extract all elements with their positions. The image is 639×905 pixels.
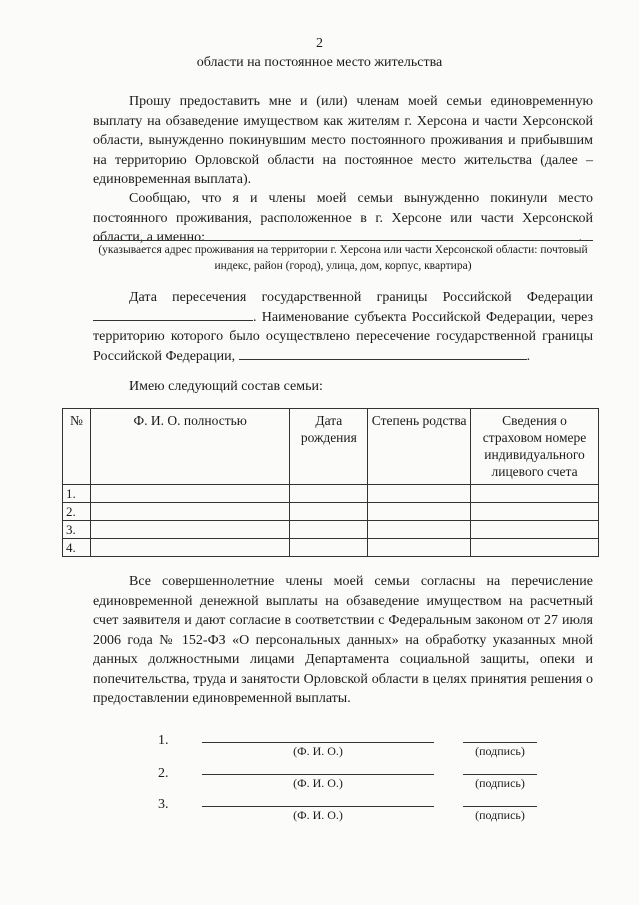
full-name-cell[interactable] <box>90 485 289 503</box>
family-table-header <box>63 409 599 485</box>
residence-text: Сообщаю, что я и члены моей семьи вынужденно покинули место постоянного проживания, расположенное в г. Херсоне или части Херсонской области, а именно: <box>93 191 593 245</box>
page-heading: области на постоянное место жительства <box>196 55 443 70</box>
full-name-cell[interactable] <box>90 503 289 521</box>
name-field-line[interactable] <box>202 774 434 775</box>
table-row <box>63 521 599 539</box>
relation-cell[interactable] <box>368 521 471 539</box>
col-relation: Степень родства <box>368 409 471 485</box>
col-birth-date: Дата рождения <box>290 409 368 485</box>
signature-caption: (подпись) <box>475 744 525 758</box>
address-hint: (указывается адрес проживания на территории г. Херсона или части Херсонской области: почтовый индекс, район (город), улица, дом, корпус, квартира) <box>98 244 588 272</box>
name-caption: (Ф. И. О.) <box>293 744 343 758</box>
row-number: 3. <box>63 521 91 539</box>
full-name-cell[interactable] <box>90 521 289 539</box>
name-caption: (Ф. И. О.) <box>293 808 343 822</box>
table-row <box>63 503 599 521</box>
table-row <box>63 485 599 503</box>
signature-field-line[interactable] <box>463 774 537 775</box>
request-paragraph <box>93 92 593 190</box>
border-text-start: Дата пересечения государственной границы Российской Федерации <box>129 290 593 305</box>
signature-number: 3. <box>158 797 169 812</box>
request-text: Прошу предоставить мне и (или) членам моей семьи единовременную выплату на обзаведение имуществом как жителям г. Херсона и части Херсонской области, вынужденно покинувшим место постоянного проживания и прибывшим на территорию Орловской области на постоянное место жительства (далее – единовременная выплата). <box>93 94 593 187</box>
family-intro <box>93 377 593 397</box>
relation-cell[interactable] <box>368 503 471 521</box>
signature-field-line[interactable] <box>463 742 537 743</box>
row-number: 1. <box>63 485 91 503</box>
family-intro-text: Имею следующий состав семьи: <box>129 379 323 394</box>
full-name-cell[interactable] <box>90 539 289 557</box>
row-number: 2. <box>63 503 91 521</box>
name-field-line[interactable] <box>202 806 434 807</box>
col-number: № <box>63 409 91 485</box>
snils-cell[interactable] <box>471 485 599 503</box>
birth-date-cell[interactable] <box>290 521 368 539</box>
snils-cell[interactable] <box>471 503 599 521</box>
signature-number: 1. <box>158 733 169 748</box>
col-snils: Сведения о страховом номере индивидуального лицевого счета <box>471 409 599 485</box>
name-caption: (Ф. И. О.) <box>293 776 343 790</box>
consent-text: Все совершеннолетние члены моей семьи согласны на перечисление единовременной денежной выплаты на обзаведение имуществом на расчетный счет заявителя и дают согласие в соответствии с Федеральным законом от 27 июля 2006 года № 152-ФЗ «О персональных данных» на обработку указанных мной данных должностными лицами Департамента социальной защиты, опеки и попечительства, труда и занятости Орловской области в целях принятия решения о предоставлении единовременной выплаты. <box>93 574 593 706</box>
snils-cell[interactable] <box>471 521 599 539</box>
col-full-name: Ф. И. О. полностью <box>90 409 289 485</box>
snils-cell[interactable] <box>471 539 599 557</box>
row-number: 4. <box>63 539 91 557</box>
birth-date-cell[interactable] <box>290 485 368 503</box>
border-paragraph: Дата пересечения государственной границы Российской Федерации . Наименование субъекта Российской Федерации, через территорию которого было осуществлено пересечение государственной границы Российской Федерации, . <box>93 290 593 364</box>
family-table <box>62 408 599 557</box>
signature-caption: (подпись) <box>475 776 525 790</box>
birth-date-cell[interactable] <box>290 539 368 557</box>
subject-name-field[interactable] <box>239 348 527 360</box>
relation-cell[interactable] <box>368 539 471 557</box>
name-field-line[interactable] <box>202 742 434 743</box>
border-date-field[interactable] <box>93 309 253 321</box>
signature-field-line[interactable] <box>463 806 537 807</box>
residence-paragraph: Сообщаю, что я и члены моей семьи вынужденно покинули место постоянного проживания, расположенное в г. Херсоне или части Херсонской области, а именно: . <box>93 191 593 245</box>
page-number: 2 <box>316 36 323 51</box>
signature-number: 2. <box>158 766 169 781</box>
table-row <box>63 539 599 557</box>
birth-date-cell[interactable] <box>290 503 368 521</box>
signature-caption: (подпись) <box>475 808 525 822</box>
consent-paragraph <box>93 572 593 709</box>
relation-cell[interactable] <box>368 485 471 503</box>
border-text-mid: . Наименование субъекта Российской Федерации, через территорию которого было осуществлено пересечение государственной границы Российской Федерации, <box>93 309 593 364</box>
address-field-line-2[interactable] <box>93 240 593 241</box>
